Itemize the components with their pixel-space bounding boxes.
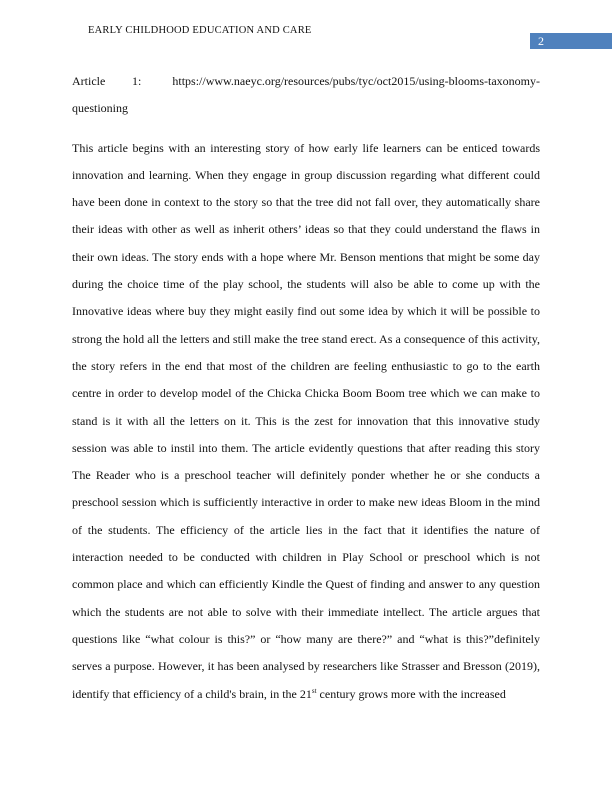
reference-label: Article bbox=[72, 74, 106, 88]
body-line: Innovative ideas where buy they might easily find out some idea by which it will be possible to bbox=[72, 304, 540, 319]
body-line: which the students are not able to solve with their immediate intellect. The article argues that bbox=[72, 604, 540, 619]
body-line: questions like “what colour is this?” or “how many are there?” and “what is this?”definitely bbox=[72, 631, 540, 646]
body-line: strong the hold all the letters and still make the tree stand erect. As a consequence of this activity, bbox=[72, 331, 540, 346]
body-line: the story refers in the end that most of the children are feeling enthusiastic to go to the earth bbox=[72, 358, 540, 373]
body-line: interaction needed to be conducted with children in Play School or preschool which is not bbox=[72, 550, 540, 565]
body-line: preschool session which is sufficiently interactive in order to make new ideas Bloom in the mind bbox=[72, 495, 540, 510]
body-line: during the choice time of the play school, the students will also be able to come up with the bbox=[72, 277, 540, 292]
page-number: 2 bbox=[530, 33, 612, 49]
body-line: This article begins with an interesting story of how early life learners can be enticed towards bbox=[72, 140, 540, 155]
body-line: their own ideas. The story ends with a hope where Mr. Benson mentions that might be some day bbox=[72, 249, 540, 264]
body-line: have been done in context to the story so that the tree did not fall over, they automatically share bbox=[72, 195, 540, 210]
reference-url[interactable]: https://www.naeyc.org/resources/pubs/tyc/oct2015/using-blooms-taxonomy- bbox=[172, 74, 540, 88]
body-line: their ideas with other as well as inherit others’ ideas so that they could understand the flaws in bbox=[72, 222, 540, 237]
body-line: session was able to instil into them. The article evidently questions that after reading this story bbox=[72, 440, 540, 455]
body-line: The Reader who is a preschool teacher will definitely ponder whether he or she conducts a bbox=[72, 468, 540, 483]
body-line: of the students. The efficiency of the article lies in the fact that it identifies the nature of bbox=[72, 522, 540, 537]
body-line-final bbox=[72, 681, 540, 708]
running-head: EARLY CHILDHOOD EDUCATION AND CARE bbox=[88, 25, 312, 36]
ordinal-suffix: st bbox=[311, 686, 317, 695]
body-paragraph bbox=[72, 135, 540, 681]
reference-url-continuation[interactable]: questioning bbox=[72, 101, 128, 116]
final-line-end: century grows more with the increased bbox=[316, 686, 506, 701]
article-reference bbox=[72, 68, 540, 123]
body-line: common place and which can efficiently Kindle the Quest of finding and answer to any question bbox=[72, 577, 540, 592]
body-line: serves a purpose. However, it has been analysed by researchers like Strasser and Bresson (2019), bbox=[72, 659, 540, 674]
reference-number: 1: bbox=[132, 74, 142, 88]
final-line-start: identify that efficiency of a child's brain, in the 21 bbox=[72, 686, 312, 701]
body-line: innovation and learning. When they engage in group discussion regarding what different could bbox=[72, 167, 540, 182]
page-content bbox=[72, 68, 540, 708]
body-line: centre in order to develop model of the Chicka Chicka Boom Boom tree which we can make to bbox=[72, 386, 540, 401]
body-line: stand is it with all the letters on it. This is the zest for innovation that this innovative study bbox=[72, 413, 540, 428]
